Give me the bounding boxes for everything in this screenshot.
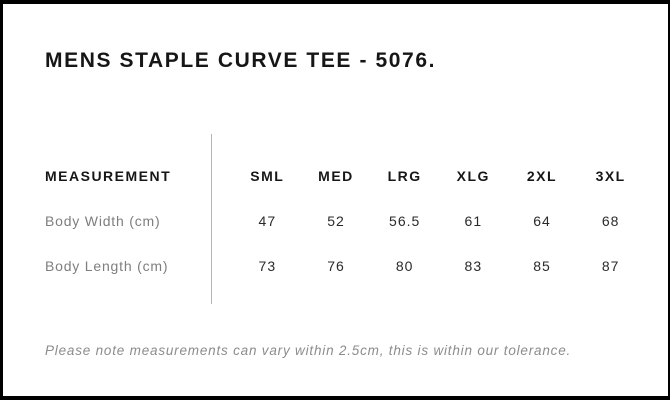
body-width-xlg-value: 61 (464, 212, 483, 229)
tolerance-note: Please note measurements can vary within 2.5cm, this is within our tolerance. (45, 343, 572, 358)
body-width-med-value: 52 (327, 212, 345, 229)
body-length-sml-value: 73 (258, 257, 277, 274)
table-row-body-length (45, 243, 645, 288)
row-label-body-length: Body Length (cm) (45, 257, 169, 274)
table-header-row (45, 153, 645, 198)
column-header-2xl: 2XL (526, 167, 558, 184)
body-length-xlg-value: 83 (464, 257, 483, 274)
body-length-med-value: 76 (327, 257, 345, 274)
column-header-measurement: MEASUREMENT (45, 167, 172, 184)
column-header-3xl: 3XL (595, 167, 626, 184)
page-title: MENS STAPLE CURVE TEE - 5076. (45, 49, 437, 72)
table-row-body-width (45, 198, 645, 243)
body-width-lrg-value: 56.5 (389, 212, 421, 229)
size-table (45, 134, 645, 304)
column-header-lrg: LRG (387, 167, 422, 184)
body-length-2xl-value: 85 (533, 257, 551, 274)
body-width-sml-value: 47 (258, 212, 277, 229)
column-header-med: MED (318, 167, 354, 184)
body-length-3xl-value: 87 (601, 257, 620, 274)
body-width-3xl-value: 68 (601, 212, 620, 229)
row-label-body-width: Body Width (cm) (45, 212, 161, 229)
column-header-sml: SML (250, 167, 285, 184)
column-header-xlg: XLG (456, 167, 490, 184)
body-width-2xl-value: 64 (533, 212, 551, 229)
body-length-lrg-value: 80 (395, 257, 414, 274)
